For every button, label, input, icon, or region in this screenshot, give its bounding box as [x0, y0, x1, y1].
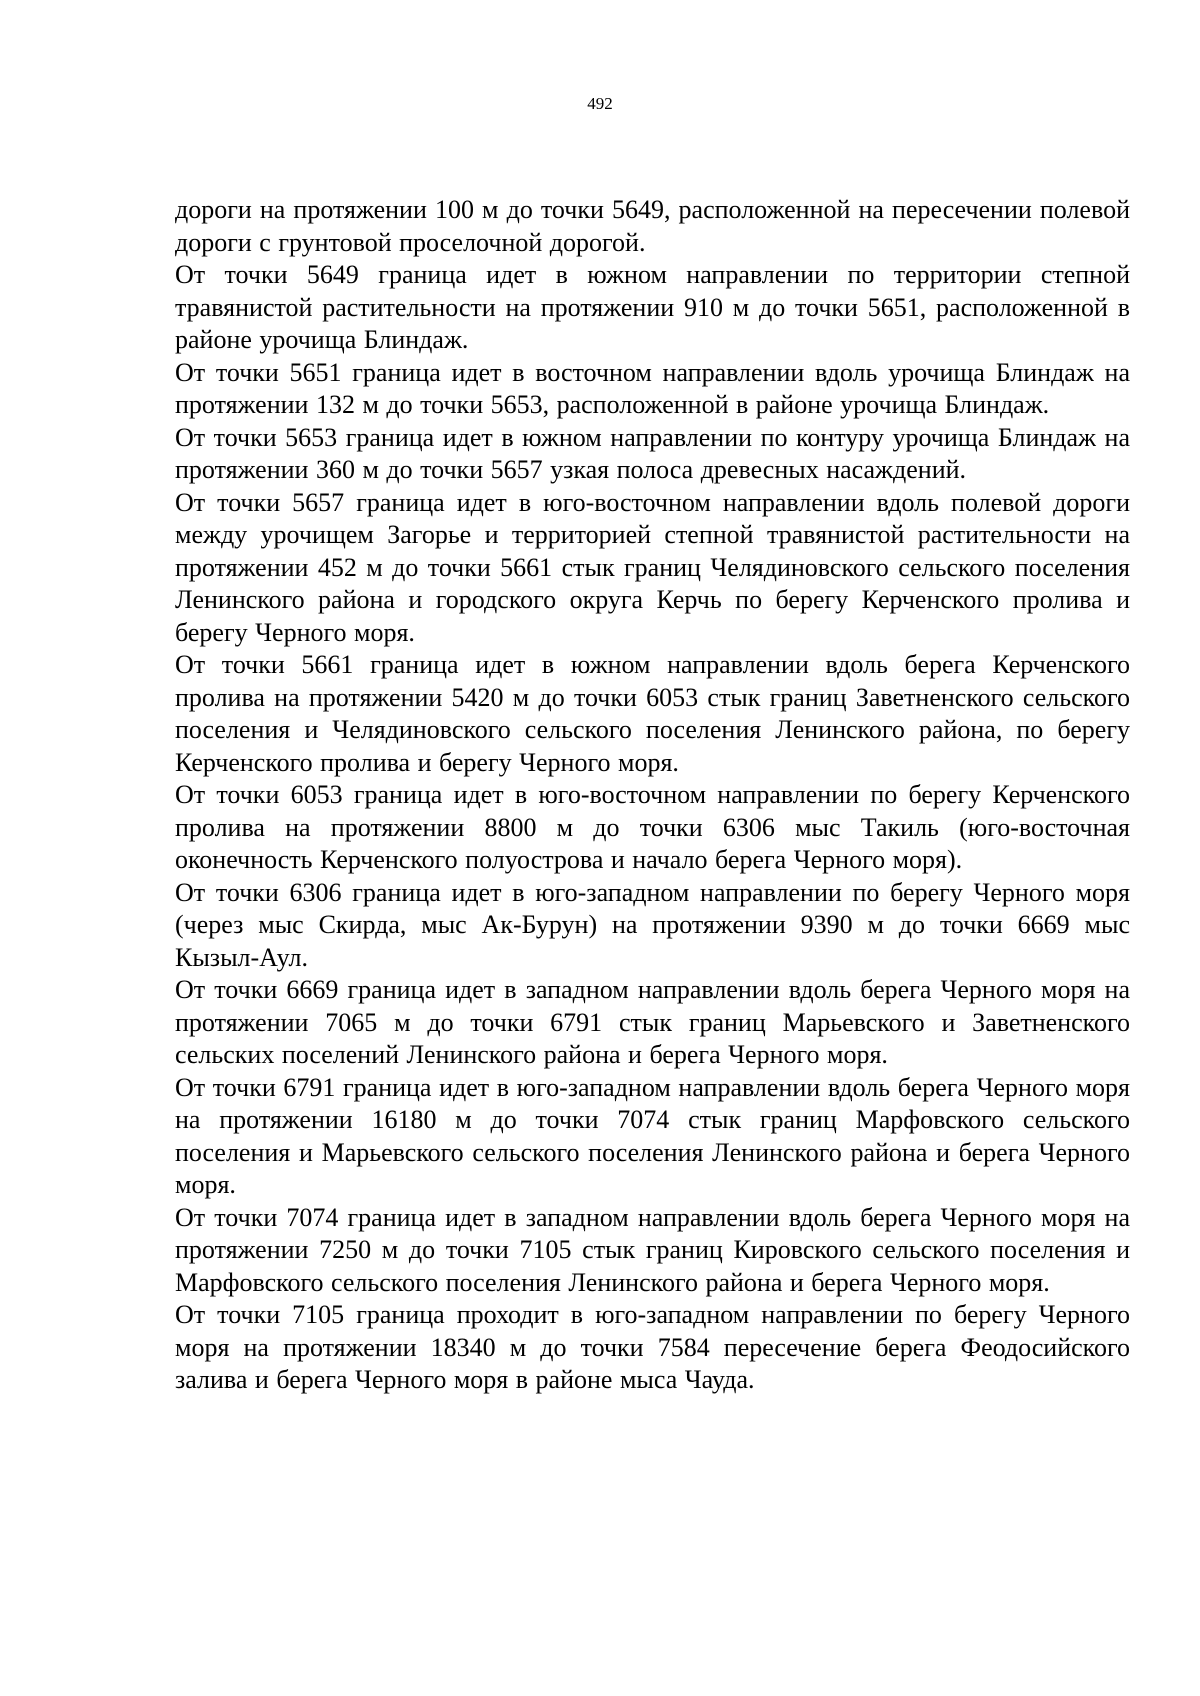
page-number: 492	[587, 94, 613, 113]
paragraph-10: От точки 6791 граница идет в юго-западном направлении вдоль берега Черного моря на протяжении 16180 м до точки 7074 стык границ Марфовского сельского поселения и Марьевского сельского поселения Ленинского района и берега Черного моря.	[175, 1072, 1130, 1199]
paragraph-11: От точки 7074 граница идет в западном направлении вдоль берега Черного моря на протяжении 7250 м до точки 7105 стык границ Кировского сельского поселения и Марфовского сельского поселения Ленинского района и берега Черного моря.	[175, 1202, 1130, 1297]
paragraph-7: От точки 6053 граница идет в юго-восточном направлении по берегу Керченского пролива на протяжении 8800 м до точки 6306 мыс Такиль (юго-восточная оконечность Керченского полуострова и начало берега Черного моря).	[175, 780, 1130, 874]
paragraph-3: От точки 5651 граница идет в восточном направлении вдоль урочища Блиндаж на протяжении 132 м до точки 5653, расположенной в районе урочища Блиндаж.	[175, 357, 1130, 419]
paragraph-4: От точки 5653 граница идет в южном направлении по контуру урочища Блиндаж на протяжении 360 м до точки 5657 узкая полоса древесных насаждений.	[175, 422, 1130, 484]
document-body	[175, 194, 1130, 1397]
paragraph-2: От точки 5649 граница идет в южном направлении по территории степной травянистой растительности на протяжении 910 м до точки 5651, расположенной в районе урочища Блиндаж.	[175, 260, 1130, 354]
paragraph-9: От точки 6669 граница идет в западном направлении вдоль берега Черного моря на протяжении 7065 м до точки 6791 стык границ Марьевского и Заветненского сельских поселений Ленинского района и берега Черного моря.	[175, 975, 1130, 1069]
paragraph-8: От точки 6306 граница идет в юго-западном направлении по берегу Черного моря (через мыс Скирда, мыс Ак-Бурун) на протяжении 9390 м до точки 6669 мыс Кызыл-Аул.	[175, 877, 1130, 972]
paragraph-6: От точки 5661 граница идет в южном направлении вдоль берега Керченского пролива на протяжении 5420 м до точки 6053 стык границ Заветненского сельского поселения и Челядиновского сельского поселения Ленинского района, по берегу Керченского пролива и берегу Черного моря.	[175, 650, 1130, 777]
paragraph-1: дороги на протяжении 100 м до точки 5649, расположенной на пересечении полевой дороги с грунтовой проселочной дорогой.	[175, 195, 1130, 257]
paragraph-5: От точки 5657 граница идет в юго-восточном направлении вдоль полевой дороги между урочищем Загорье и территорией степной травянистой растительности на протяжении 452 м до точки 5661 стык границ Челядиновского сельского поселения Ленинского района и городского округа Керчь по берегу Керченского пролива и берегу Черного моря.	[175, 487, 1130, 647]
paragraph-12: От точки 7105 граница проходит в юго-западном направлении по берегу Черного моря на протяжении 18340 м до точки 7584 пересечение берега Феодосийского залива и берега Черного моря в районе мыса Чауда.	[175, 1300, 1130, 1394]
